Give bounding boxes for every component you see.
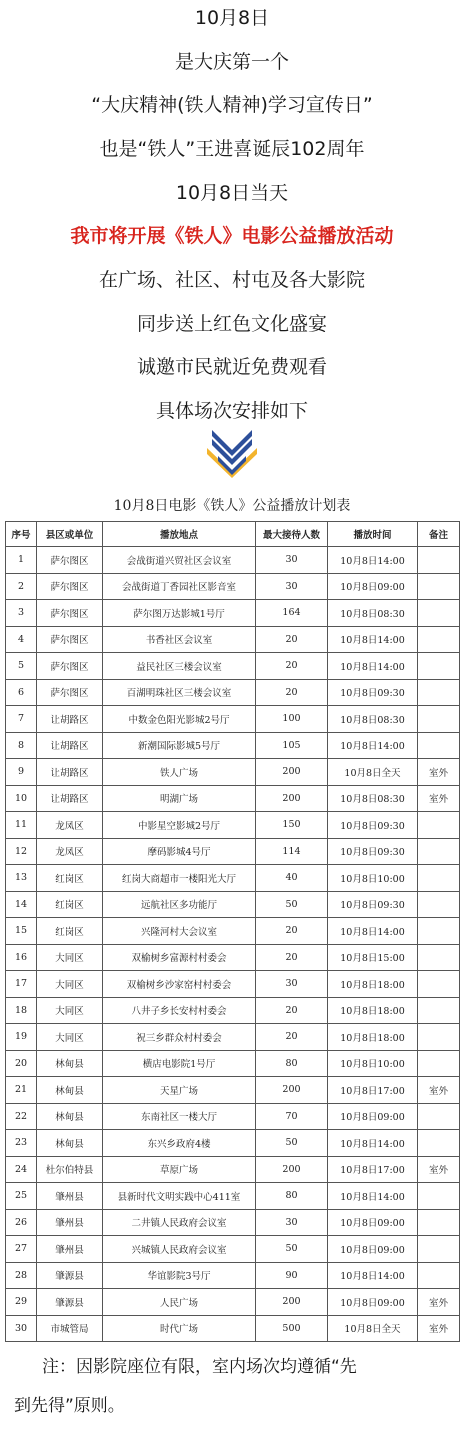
- row-index: 4: [6, 626, 37, 653]
- row-capacity: 40: [256, 865, 328, 892]
- row-remark: [418, 838, 460, 865]
- row-index: 20: [6, 1050, 37, 1077]
- row-remark: 室外: [418, 1077, 460, 1104]
- row-index: 17: [6, 971, 37, 998]
- table-row: [6, 732, 460, 759]
- row-remark: [418, 1262, 460, 1289]
- row-index: 16: [6, 944, 37, 971]
- row-district: 红岗区: [37, 865, 103, 892]
- row-index: 23: [6, 1130, 37, 1157]
- row-district: 林甸县: [37, 1077, 103, 1104]
- row-index: 14: [6, 891, 37, 918]
- row-venue: 摩码影城4号厅: [103, 838, 256, 865]
- header-time: 播放时间: [328, 522, 418, 547]
- row-venue: 兴隆河村大会议室: [103, 918, 256, 945]
- row-remark: [418, 891, 460, 918]
- row-remark: [418, 573, 460, 600]
- row-capacity: 164: [256, 600, 328, 627]
- table-row: [6, 600, 460, 627]
- header-remark: 备注: [418, 522, 460, 547]
- row-remark: [418, 1183, 460, 1210]
- row-capacity: 20: [256, 918, 328, 945]
- row-remark: [418, 706, 460, 733]
- row-capacity: 50: [256, 1130, 328, 1157]
- row-time: 10月8日09:00: [328, 1209, 418, 1236]
- table-row: [6, 838, 460, 865]
- row-capacity: 80: [256, 1050, 328, 1077]
- table-row: [6, 891, 460, 918]
- row-capacity: 114: [256, 838, 328, 865]
- row-venue: 横店电影院1号厅: [103, 1050, 256, 1077]
- row-remark: 室外: [418, 785, 460, 812]
- row-district: 萨尔图区: [37, 626, 103, 653]
- row-capacity: 30: [256, 1209, 328, 1236]
- row-time: 10月8日08:30: [328, 600, 418, 627]
- row-capacity: 90: [256, 1262, 328, 1289]
- row-capacity: 30: [256, 547, 328, 574]
- row-capacity: 20: [256, 679, 328, 706]
- row-venue: 二井镇人民政府会议室: [103, 1209, 256, 1236]
- row-venue: 双榆树乡富源村村委会: [103, 944, 256, 971]
- row-remark: [418, 944, 460, 971]
- row-district: 大同区: [37, 971, 103, 998]
- row-time: 10月8日08:30: [328, 706, 418, 733]
- row-remark: 室外: [418, 1315, 460, 1342]
- row-index: 12: [6, 838, 37, 865]
- row-remark: [418, 971, 460, 998]
- row-district: 萨尔图区: [37, 573, 103, 600]
- row-index: 10: [6, 785, 37, 812]
- row-district: 肇州县: [37, 1236, 103, 1263]
- chevron-down-icon: [197, 428, 267, 482]
- row-capacity: 30: [256, 971, 328, 998]
- row-venue: 华谊影院3号厅: [103, 1262, 256, 1289]
- table-row: [6, 706, 460, 733]
- row-capacity: 70: [256, 1103, 328, 1130]
- row-time: 10月8日09:00: [328, 1103, 418, 1130]
- row-district: 市城管局: [37, 1315, 103, 1342]
- table-row: [6, 1050, 460, 1077]
- row-district: 大同区: [37, 944, 103, 971]
- intro-highlight-line: 我市将开展《铁人》电影公益播放活动: [70, 225, 394, 247]
- row-district: 让胡路区: [37, 785, 103, 812]
- table-row: [6, 1289, 460, 1316]
- row-capacity: 200: [256, 1156, 328, 1183]
- row-capacity: 20: [256, 1024, 328, 1051]
- row-venue: 八井子乡长安村村委会: [103, 997, 256, 1024]
- row-capacity: 20: [256, 626, 328, 653]
- row-venue: 天星广场: [103, 1077, 256, 1104]
- intro-line: 同步送上红色文化盛宴: [136, 313, 327, 335]
- row-time: 10月8日09:00: [328, 1289, 418, 1316]
- row-capacity: 20: [256, 944, 328, 971]
- row-district: 萨尔图区: [37, 600, 103, 627]
- table-row: [6, 865, 460, 892]
- row-index: 13: [6, 865, 37, 892]
- table-row: [6, 1156, 460, 1183]
- row-remark: [418, 547, 460, 574]
- row-venue: 会战街道丁香园社区影音室: [103, 573, 256, 600]
- table-row: [6, 626, 460, 653]
- row-district: 肇州县: [37, 1209, 103, 1236]
- table-row: [6, 944, 460, 971]
- row-remark: [418, 1103, 460, 1130]
- row-venue: 中影星空影城2号厅: [103, 812, 256, 839]
- intro-line: 也是“铁人”王进喜诞辰102周年: [99, 138, 365, 160]
- row-index: 25: [6, 1183, 37, 1210]
- row-venue: 县新时代文明实践中心411室: [103, 1183, 256, 1210]
- row-remark: [418, 1024, 460, 1051]
- row-remark: 室外: [418, 1289, 460, 1316]
- row-district: 林甸县: [37, 1050, 103, 1077]
- row-venue: 萨尔图万达影城1号厅: [103, 600, 256, 627]
- row-capacity: 105: [256, 732, 328, 759]
- row-capacity: 50: [256, 891, 328, 918]
- row-capacity: 150: [256, 812, 328, 839]
- row-venue: 中数金色阳光影城2号厅: [103, 706, 256, 733]
- table-row: [6, 1315, 460, 1342]
- row-capacity: 500: [256, 1315, 328, 1342]
- table-row: [6, 785, 460, 812]
- table-row: [6, 997, 460, 1024]
- row-capacity: 200: [256, 1289, 328, 1316]
- row-remark: 室外: [418, 759, 460, 786]
- table-row: [6, 653, 460, 680]
- row-venue: 时代广场: [103, 1315, 256, 1342]
- row-index: 8: [6, 732, 37, 759]
- table-row: [6, 1262, 460, 1289]
- row-venue: 会战街道兴贸社区会议室: [103, 547, 256, 574]
- schedule-table: [5, 521, 460, 1342]
- header-venue: 播放地点: [103, 522, 256, 547]
- table-row: [6, 1103, 460, 1130]
- schedule-table-container: [5, 491, 459, 1342]
- row-venue: 益民社区三楼会议室: [103, 653, 256, 680]
- intro-line: “大庆精神(铁人精神)学习宣传日”: [91, 94, 373, 116]
- row-district: 让胡路区: [37, 706, 103, 733]
- table-row: [6, 918, 460, 945]
- row-time: 10月8日14:00: [328, 1130, 418, 1157]
- row-district: 肇源县: [37, 1262, 103, 1289]
- row-district: 肇源县: [37, 1289, 103, 1316]
- row-time: 10月8日14:00: [328, 1262, 418, 1289]
- row-time: 10月8日14:00: [328, 732, 418, 759]
- row-remark: [418, 865, 460, 892]
- row-district: 让胡路区: [37, 759, 103, 786]
- row-remark: [418, 1236, 460, 1263]
- table-row: [6, 759, 460, 786]
- intro-line: 10月8日当天: [175, 182, 289, 204]
- row-venue: 明湖广场: [103, 785, 256, 812]
- row-index: 26: [6, 1209, 37, 1236]
- intro-line: 是大庆第一个: [174, 51, 289, 73]
- intro-line: 10月8日: [194, 7, 270, 29]
- intro-line: 在广场、社区、村屯及各大影院: [98, 269, 365, 291]
- row-district: 杜尔伯特县: [37, 1156, 103, 1183]
- row-index: 15: [6, 918, 37, 945]
- row-capacity: 200: [256, 785, 328, 812]
- row-venue: 祝三乡群众村村委会: [103, 1024, 256, 1051]
- row-time: 10月8日08:30: [328, 785, 418, 812]
- row-time: 10月8日09:30: [328, 812, 418, 839]
- row-time: 10月8日14:00: [328, 547, 418, 574]
- row-time: 10月8日10:00: [328, 865, 418, 892]
- row-district: 萨尔图区: [37, 653, 103, 680]
- row-time: 10月8日17:00: [328, 1156, 418, 1183]
- row-time: 10月8日09:30: [328, 838, 418, 865]
- row-time: 10月8日14:00: [328, 653, 418, 680]
- row-venue: 东兴乡政府4楼: [103, 1130, 256, 1157]
- row-remark: [418, 1050, 460, 1077]
- row-index: 22: [6, 1103, 37, 1130]
- row-time: 10月8日18:00: [328, 997, 418, 1024]
- row-index: 6: [6, 679, 37, 706]
- row-index: 18: [6, 997, 37, 1024]
- table-row: [6, 1024, 460, 1051]
- row-time: 10月8日全天: [328, 759, 418, 786]
- row-remark: 室外: [418, 1156, 460, 1183]
- table-title: 10月8日电影《铁人》公益播放计划表: [113, 498, 351, 514]
- table-row: [6, 547, 460, 574]
- table-row: [6, 1183, 460, 1210]
- row-time: 10月8日14:00: [328, 1183, 418, 1210]
- table-row: [6, 812, 460, 839]
- row-capacity: 200: [256, 759, 328, 786]
- row-time: 10月8日09:00: [328, 573, 418, 600]
- row-district: 红岗区: [37, 891, 103, 918]
- row-venue: 红岗大商超市一楼阳光大厅: [103, 865, 256, 892]
- intro-line: 具体场次安排如下: [155, 400, 308, 422]
- table-row: [6, 1209, 460, 1236]
- row-district: 大同区: [37, 1024, 103, 1051]
- row-time: 10月8日10:00: [328, 1050, 418, 1077]
- row-venue: 铁人广场: [103, 759, 256, 786]
- header-index: 序号: [6, 522, 37, 547]
- row-index: 24: [6, 1156, 37, 1183]
- row-venue: 远航社区多功能厅: [103, 891, 256, 918]
- row-index: 28: [6, 1262, 37, 1289]
- row-capacity: 20: [256, 653, 328, 680]
- row-index: 3: [6, 600, 37, 627]
- table-row: [6, 1236, 460, 1263]
- row-remark: [418, 918, 460, 945]
- row-venue: 双榆树乡沙家窑村村委会: [103, 971, 256, 998]
- row-district: 龙凤区: [37, 812, 103, 839]
- row-district: 林甸县: [37, 1103, 103, 1130]
- table-row: [6, 573, 460, 600]
- row-capacity: 50: [256, 1236, 328, 1263]
- row-venue: 新潮国际影城5号厅: [103, 732, 256, 759]
- row-index: 30: [6, 1315, 37, 1342]
- row-index: 27: [6, 1236, 37, 1263]
- row-remark: [418, 679, 460, 706]
- row-index: 7: [6, 706, 37, 733]
- row-index: 5: [6, 653, 37, 680]
- header-district: 县区或单位: [37, 522, 103, 547]
- row-venue: 书香社区会议室: [103, 626, 256, 653]
- row-venue: 东南社区一楼大厅: [103, 1103, 256, 1130]
- header-capacity: 最大接待人数: [256, 522, 328, 547]
- row-venue: 草原广场: [103, 1156, 256, 1183]
- row-capacity: 80: [256, 1183, 328, 1210]
- row-capacity: 30: [256, 573, 328, 600]
- footer-note-continued: 到先得”原则。: [14, 1396, 125, 1416]
- row-time: 10月8日15:00: [328, 944, 418, 971]
- row-district: 林甸县: [37, 1130, 103, 1157]
- row-capacity: 20: [256, 997, 328, 1024]
- row-index: 9: [6, 759, 37, 786]
- row-district: 龙凤区: [37, 838, 103, 865]
- footer-note: 注：因影院座位有限，室内场次均遵循“先: [42, 1357, 357, 1377]
- row-remark: [418, 653, 460, 680]
- row-time: 10月8日09:00: [328, 1236, 418, 1263]
- row-time: 10月8日18:00: [328, 971, 418, 998]
- row-index: 1: [6, 547, 37, 574]
- table-row: [6, 679, 460, 706]
- table-row: [6, 1130, 460, 1157]
- row-remark: [418, 812, 460, 839]
- table-header-row: [6, 522, 460, 547]
- row-venue: 人民广场: [103, 1289, 256, 1316]
- row-remark: [418, 732, 460, 759]
- row-district: 肇州县: [37, 1183, 103, 1210]
- row-venue: 兴城镇人民政府会议室: [103, 1236, 256, 1263]
- row-capacity: 200: [256, 1077, 328, 1104]
- row-index: 11: [6, 812, 37, 839]
- row-district: 大同区: [37, 997, 103, 1024]
- row-index: 19: [6, 1024, 37, 1051]
- row-remark: [418, 997, 460, 1024]
- row-index: 21: [6, 1077, 37, 1104]
- row-index: 2: [6, 573, 37, 600]
- row-remark: [418, 600, 460, 627]
- row-remark: [418, 1209, 460, 1236]
- intro-line: 诚邀市民就近免费观看: [136, 356, 327, 378]
- row-time: 10月8日09:30: [328, 679, 418, 706]
- row-remark: [418, 1130, 460, 1157]
- row-time: 10月8日14:00: [328, 626, 418, 653]
- row-remark: [418, 626, 460, 653]
- row-district: 萨尔图区: [37, 547, 103, 574]
- table-row: [6, 971, 460, 998]
- row-time: 10月8日17:00: [328, 1077, 418, 1104]
- row-time: 10月8日14:00: [328, 918, 418, 945]
- row-venue: 百湖明珠社区三楼会议室: [103, 679, 256, 706]
- row-capacity: 100: [256, 706, 328, 733]
- row-time: 10月8日全天: [328, 1315, 418, 1342]
- row-index: 29: [6, 1289, 37, 1316]
- row-time: 10月8日18:00: [328, 1024, 418, 1051]
- row-time: 10月8日09:30: [328, 891, 418, 918]
- row-district: 让胡路区: [37, 732, 103, 759]
- table-row: [6, 1077, 460, 1104]
- row-district: 红岗区: [37, 918, 103, 945]
- row-district: 萨尔图区: [37, 679, 103, 706]
